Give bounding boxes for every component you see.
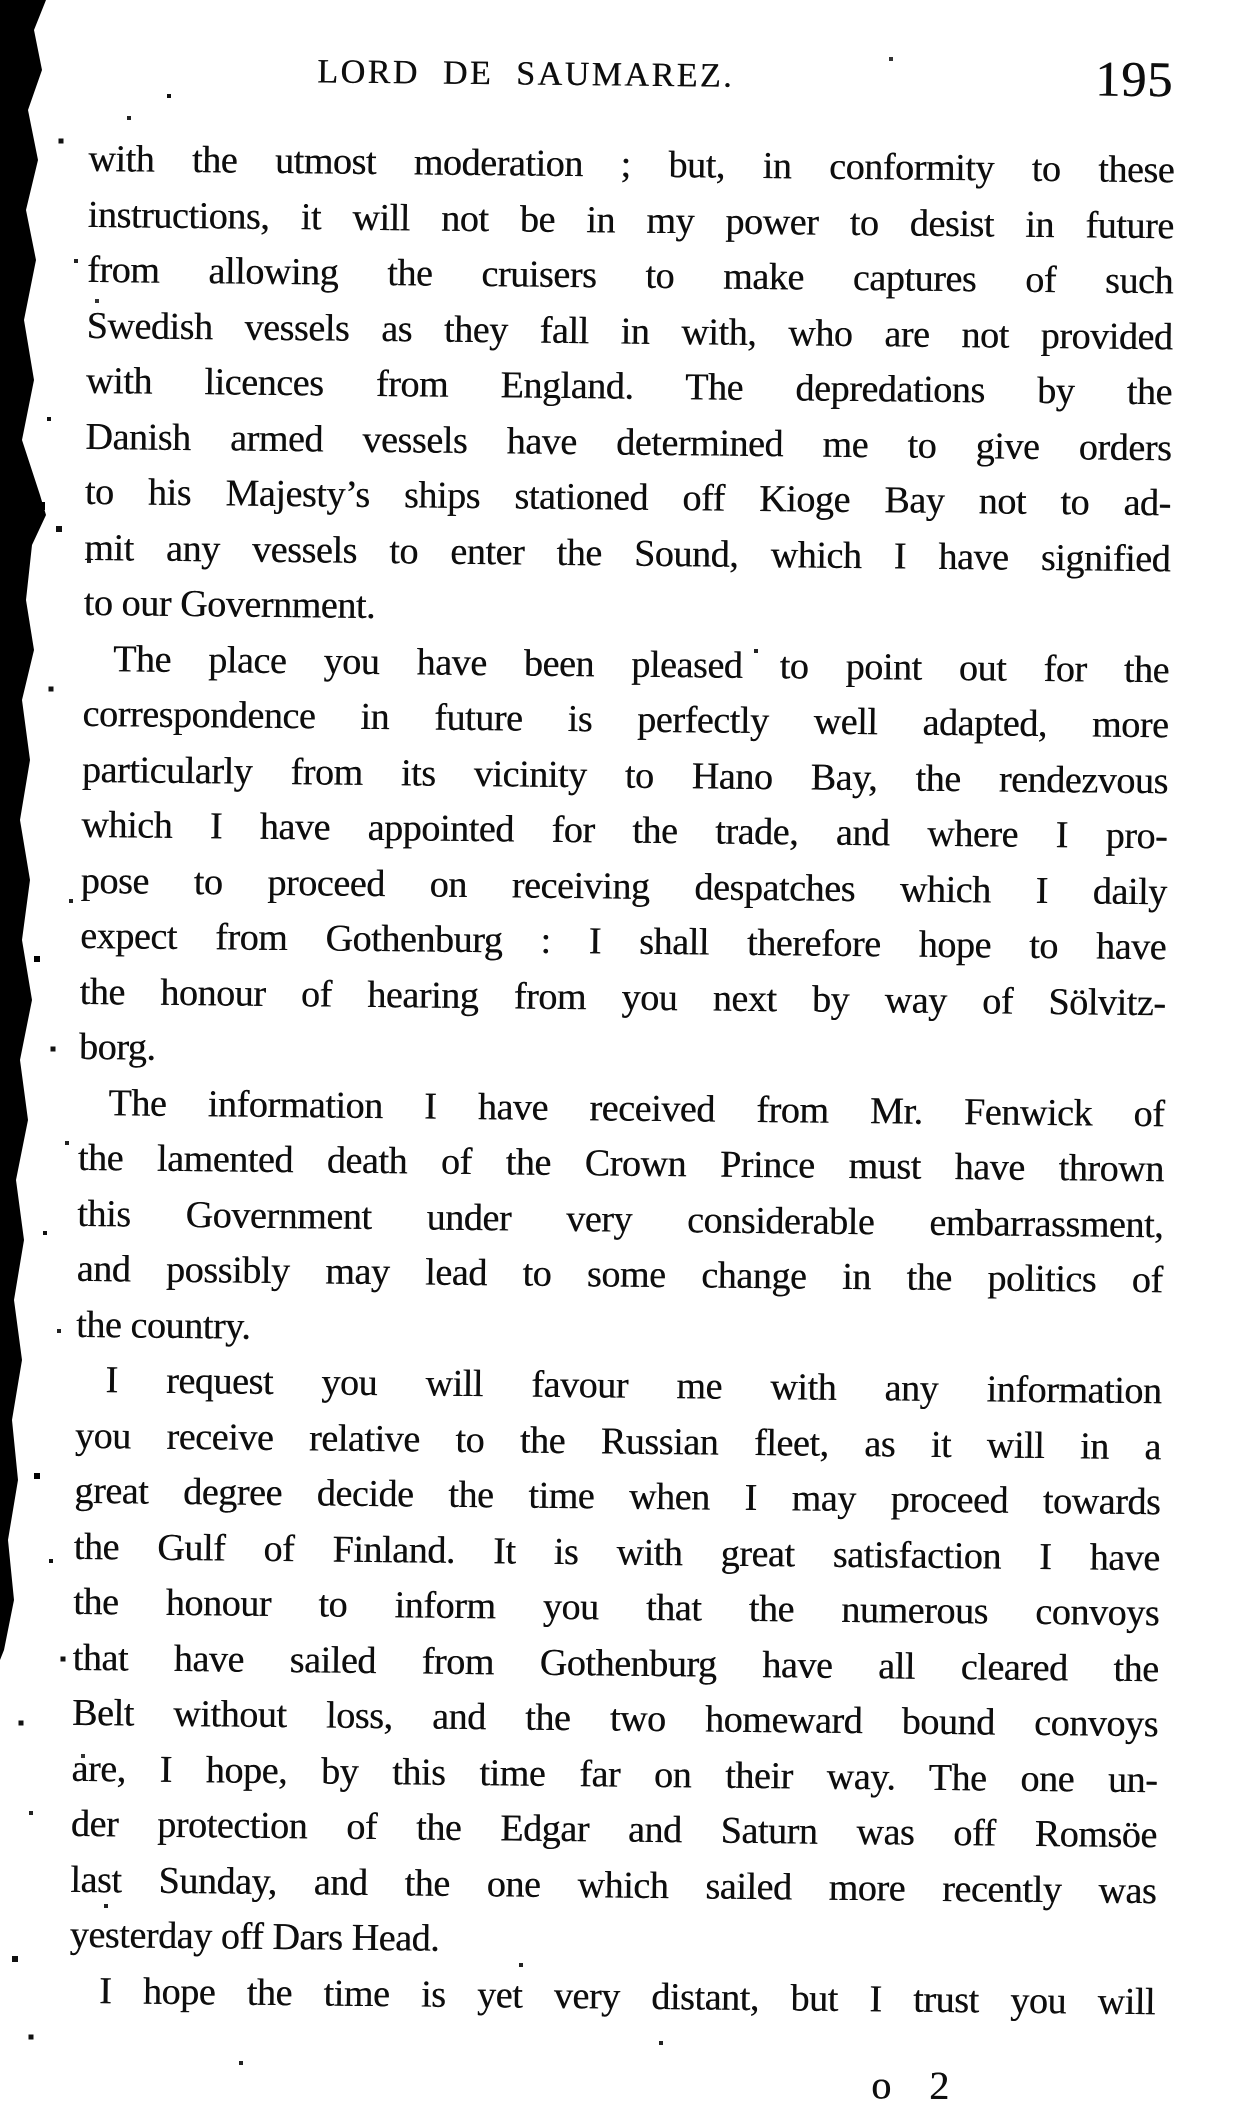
text-line: from allowing the cruisers to make captures of such: [86, 248, 1174, 303]
text-line: der protection of the Edgar and Saturn was off Romsöe: [70, 1802, 1158, 1857]
text-line: are, I hope, by this time far on their way. The one un-: [71, 1747, 1158, 1801]
text-line: the honour of hearing from you next by way of Sölvitz-: [79, 970, 1166, 1024]
text-line: great degree decide the time when I may proceed towards: [74, 1469, 1161, 1524]
text-line: expect from Gothenburg : I shall therefore hope to have: [79, 914, 1167, 969]
text-line: with licences from England. The depredations by the: [85, 359, 1173, 414]
text-line: instructions, it will not be in my power to desist in future: [87, 193, 1174, 247]
text-line: this Government under very considerable embarrassment,: [77, 1192, 1164, 1246]
text-line: the country.: [75, 1303, 251, 1348]
text-line: to our Government.: [83, 581, 376, 627]
paragraph: [69, 1353, 1161, 1975]
text-line: that have sailed from Gothenburg have all cleared the: [72, 1636, 1159, 1690]
text-line: the honour to inform you that the numerous convoys: [73, 1580, 1160, 1635]
text-line: Swedish vessels as they fall in with, who are not provided: [86, 304, 1173, 358]
text-line: and possibly may lead to some change in the politics of: [76, 1247, 1163, 1302]
text-line: Danish armed vessels have determined me to give orders: [85, 415, 1172, 469]
page-body: [69, 132, 1175, 2030]
page-number: 195: [1094, 50, 1174, 108]
text-line: borg.: [78, 1025, 156, 1069]
text-line: The information I have received from Mr. Fenwick of: [108, 1081, 1165, 1135]
text-line: last Sunday, and the one which sailed more recently was: [70, 1858, 1157, 1912]
text-line: pose to proceed on receiving despatches which I daily: [80, 859, 1167, 913]
paragraph: [79, 631, 1170, 1086]
text-line: I request you will favour me with any information: [105, 1359, 1162, 1413]
text-line: yesterday off Dars Head.: [69, 1913, 440, 1960]
text-line: Belt without loss, and the two homeward bound convoys: [71, 1691, 1159, 1746]
signature-mark: o 2: [870, 2062, 964, 2109]
text-line: which I have appointed for the trade, and where I pro-: [81, 803, 1168, 858]
paragraph: [76, 1075, 1165, 1364]
text-line: I hope the time is yet very distant, but I trust you will: [98, 1969, 1156, 2023]
text-line: the Gulf of Finland. It is with great satisfaction I have: [73, 1525, 1160, 1579]
text-line: the lamented death of the Crown Prince must have thrown: [77, 1136, 1165, 1191]
text-line: particularly from its vicinity to Hano Bay, the rendezvous: [81, 748, 1169, 802]
text-line: to his Majesty’s ships stationed off Kioge Bay not to ad-: [84, 470, 1172, 525]
text-line: you receive relative to the Russian fleet, as it will in a: [74, 1414, 1162, 1468]
paragraph: [83, 132, 1174, 643]
running-head-title: LORD DE SAUMAREZ.: [317, 53, 735, 95]
paragraph: [69, 1963, 1156, 2030]
text-line: mit any vessels to enter the Sound, which I have signified: [84, 526, 1171, 580]
text-line: with the utmost moderation ; but, in conformity to these: [88, 137, 1175, 192]
text-line: correspondence in future is perfectly well adapted, more: [82, 692, 1169, 747]
text-line: The place you have been pleased to point out for the: [112, 637, 1170, 691]
